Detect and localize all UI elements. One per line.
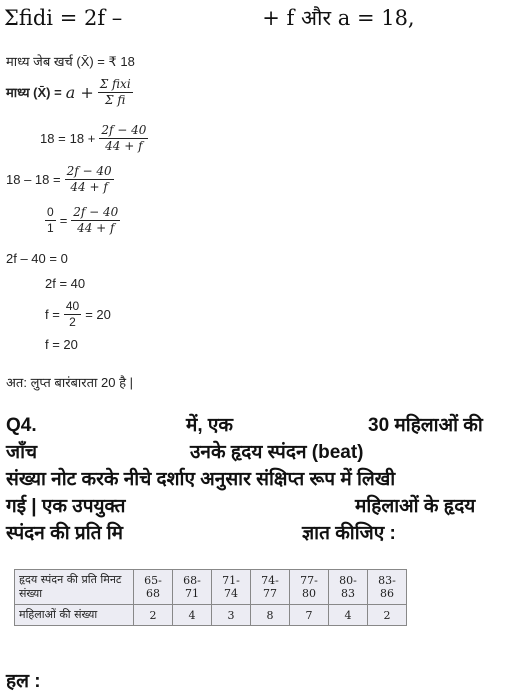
formula-numerator: Σ fixi (99, 77, 131, 91)
sum-fidi-right: + f और a = 18, (262, 6, 415, 30)
step-1-mid: 18 + (69, 130, 96, 146)
table-row-counts (15, 605, 407, 626)
women-count: 8 (251, 605, 290, 626)
question-4-line-5-start: स्पंदन की प्रति मि (6, 523, 124, 544)
solution-label: हल : (6, 671, 41, 692)
women-count: 2 (134, 605, 173, 626)
women-count: 4 (173, 605, 212, 626)
step-2-lhs: 18 – 18 = (6, 171, 61, 187)
women-count: 7 (290, 605, 329, 626)
question-4-line-4-start: गई | एक उपयुक्त (6, 496, 126, 517)
question-4-line-1-end: 30 महिलाओं की (368, 415, 483, 436)
women-count: 2 (368, 605, 407, 626)
formula-a: a + (65, 82, 94, 102)
table-row-label-classes: हृदय स्पंदन की प्रति मिनट संख्या (15, 570, 134, 605)
question-4-line-1 (6, 412, 37, 439)
step-6-rhs: = 20 (85, 306, 111, 322)
step-6-denominator: 2 (69, 314, 76, 329)
step-3-zero-numerator: 0 (47, 205, 54, 219)
class-interval: 68-71 (173, 570, 212, 605)
class-interval: 74-77 (251, 570, 290, 605)
question-4-line-1-mid: में, एक (186, 415, 234, 436)
question-4-line-3: संख्या नोट करके नीचे दर्शाए अनुसार संक्षिप्त रूप में लिखी (6, 469, 396, 490)
step-3-numerator: 2f − 40 (73, 205, 119, 219)
step-2-fraction (65, 165, 114, 193)
sum-fidi-left: Σfidi = 2f – (4, 6, 123, 30)
step-5: 2f = 40 (45, 276, 86, 291)
formula-lhs: माध्य (X̄) = (6, 85, 62, 101)
question-number: Q4. (6, 415, 37, 436)
step-2-numerator: 2f − 40 (66, 164, 112, 178)
step-2-denominator: 44 + f (70, 179, 108, 194)
class-interval: 83-86 (368, 570, 407, 605)
step-6-lhs: f = (45, 306, 60, 322)
women-count: 4 (329, 605, 368, 626)
step-3-zero-fraction (45, 206, 56, 234)
heartbeat-frequency-table (14, 569, 407, 626)
step-3-fraction (71, 206, 120, 234)
women-count: 3 (212, 605, 251, 626)
step-3-equals: = (59, 212, 68, 228)
step-7: f = 20 (45, 337, 78, 352)
question-4-line-4-end: महिलाओं के हृदय (355, 496, 476, 517)
step-4: 2f – 40 = 0 (6, 251, 68, 266)
mean-formula (6, 78, 133, 106)
mean-pocket-money-line: माध्य जेब खर्च (X̄) = ₹ 18 (6, 54, 135, 69)
step-2 (6, 165, 114, 193)
step-6 (45, 300, 111, 328)
question-4-line-5-end: ज्ञात कीजिए : (302, 523, 396, 544)
step-3-zero-denominator: 1 (47, 220, 54, 235)
step-1 (40, 124, 148, 152)
class-interval: 80-83 (329, 570, 368, 605)
step-6-numerator: 40 (65, 299, 80, 313)
step-3 (45, 206, 120, 234)
class-interval: 71-74 (212, 570, 251, 605)
step-1-denominator: 44 + f (105, 138, 143, 153)
class-interval: 65-68 (134, 570, 173, 605)
step-1-numerator: 2f − 40 (101, 123, 147, 137)
formula-fraction (98, 78, 133, 106)
step-1-lhs: 18 = (40, 130, 66, 146)
step-6-fraction (64, 300, 81, 328)
step-3-denominator: 44 + f (77, 220, 115, 235)
sum-fidi-line (4, 4, 415, 32)
question-4-line-2-end: उनके हृदय स्पंदन (beat) (190, 442, 364, 463)
question-4-line-2-start: जाँच (6, 442, 38, 463)
conclusion-line: अत: लुप्त बारंबारता 20 है | (6, 375, 133, 390)
step-1-fraction (99, 124, 148, 152)
class-interval: 77-80 (290, 570, 329, 605)
table-row-label-counts: महिलाओं की संख्या (15, 605, 134, 626)
table-row-classes (15, 570, 407, 605)
formula-denominator: Σ fi (105, 92, 126, 107)
